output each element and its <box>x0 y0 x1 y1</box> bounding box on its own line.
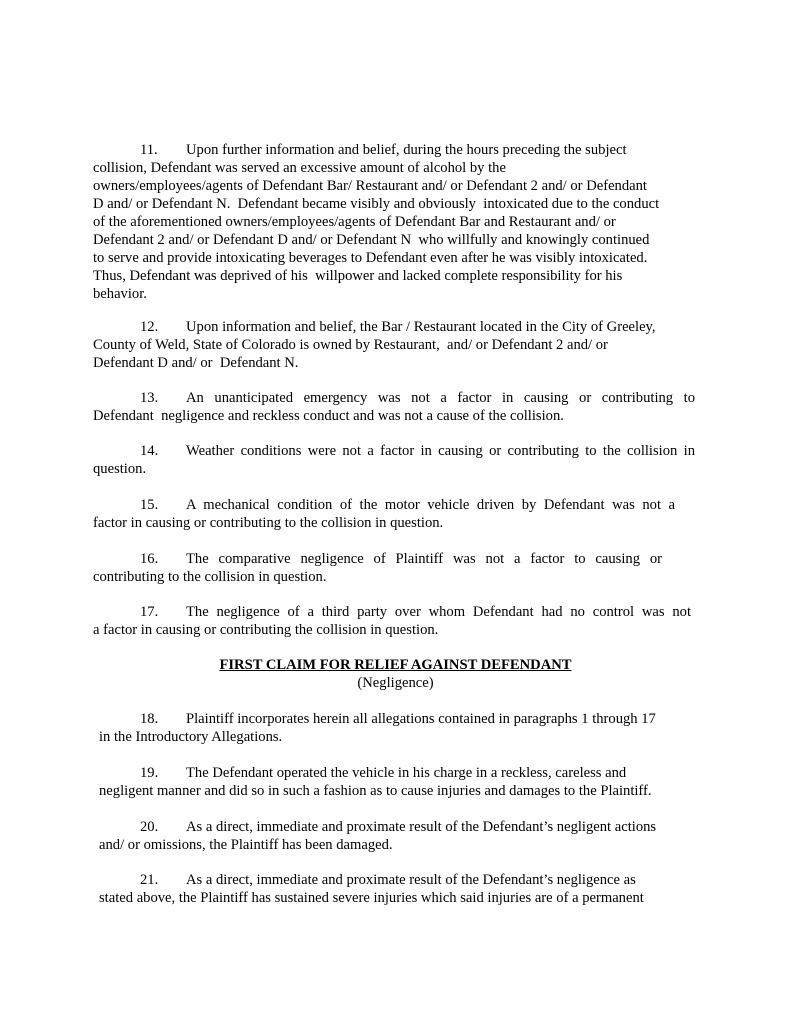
paragraph-line: collision, Defendant was served an excessive amount of alcohol by the <box>93 160 506 176</box>
paragraph-number: 12. <box>140 319 159 335</box>
paragraph-line: As a direct, immediate and proximate result of the Defendant’s negligence as <box>186 872 636 888</box>
paragraph-line: Upon further information and belief, during the hours preceding the subject <box>186 142 627 158</box>
paragraph-line: Defendant negligence and reckless conduct and was not a cause of the collision. <box>93 408 564 424</box>
paragraph-line: question. <box>93 461 147 477</box>
paragraph-number: 14. <box>140 443 159 459</box>
paragraph-line: of the aforementioned owners/employees/agents of Defendant Bar and Restaurant and/ or <box>93 214 616 230</box>
paragraph-line: contributing to the collision in question. <box>93 569 327 585</box>
paragraph-number: 15. <box>140 497 159 513</box>
paragraph-line: The comparative negligence of Plaintiff was not a factor to causing or <box>186 551 662 567</box>
paragraph-line: Plaintiff incorporates herein all allegations contained in paragraphs 1 through 17 <box>186 711 656 727</box>
paragraph-line: As a direct, immediate and proximate result of the Defendant’s negligent actions <box>186 819 657 835</box>
paragraph-line: An unanticipated emergency was not a factor in causing or contributing to <box>186 390 695 406</box>
paragraph-line: Upon information and belief, the Bar / Restaurant located in the City of Greeley, <box>186 319 656 335</box>
paragraph-line: The Defendant operated the vehicle in his charge in a reckless, careless and <box>186 765 627 781</box>
paragraph-number: 17. <box>140 604 159 620</box>
paragraph-line: owners/employees/agents of Defendant Bar/ Restaurant and/ or Defendant 2 and/ or Defendant <box>93 178 647 194</box>
paragraph-line: to serve and provide intoxicating beverages to Defendant even after he was visibly intoxicated. <box>93 250 648 266</box>
paragraph-number: 21. <box>140 872 159 888</box>
paragraph-line: stated above, the Plaintiff has sustained severe injuries which said injuries are of a permanent <box>99 890 644 906</box>
paragraph-number: 20. <box>140 819 159 835</box>
paragraph-line: factor in causing or contributing to the collision in question. <box>93 515 444 531</box>
paragraph-line: negligent manner and did so in such a fashion as to cause injuries and damages to the Plaintiff. <box>99 783 652 799</box>
paragraph-line: in the Introductory Allegations. <box>99 729 283 745</box>
paragraph-line: Defendant 2 and/ or Defendant D and/ or Defendant N who willfully and knowingly continued <box>93 232 650 248</box>
paragraph-number: 16. <box>140 551 159 567</box>
paragraph-line: Thus, Defendant was deprived of his willpower and lacked complete responsibility for his <box>93 268 623 284</box>
paragraph-line: a factor in causing or contributing the collision in question. <box>93 622 439 638</box>
paragraph-number: 18. <box>140 711 159 727</box>
paragraph-line: and/ or omissions, the Plaintiff has been damaged. <box>99 837 393 853</box>
paragraph-line: County of Weld, State of Colorado is owned by Restaurant, and/ or Defendant 2 and/ or <box>93 337 608 353</box>
paragraph-line: A mechanical condition of the motor vehicle driven by Defendant was not a <box>186 497 675 513</box>
paragraph-line: behavior. <box>93 286 147 302</box>
paragraph-number: 19. <box>140 765 159 781</box>
paragraph-number: 11. <box>140 142 158 158</box>
paragraph-line: Defendant D and/ or Defendant N. <box>93 355 299 371</box>
paragraph-line: Weather conditions were not a factor in causing or contributing to the collision in <box>186 443 695 459</box>
claim-heading-title-text: FIRST CLAIM FOR RELIEF AGAINST DEFENDANT <box>219 657 572 673</box>
paragraph-line: D and/ or Defendant N. Defendant became visibly and obviously intoxicated due to the conduct <box>93 196 660 212</box>
claim-heading-subtitle: (Negligence) <box>357 675 434 691</box>
paragraph-line: The negligence of a third party over whom Defendant had no control was not <box>186 604 691 620</box>
claim-heading-title <box>0 656 791 674</box>
paragraph-number: 13. <box>140 390 159 406</box>
